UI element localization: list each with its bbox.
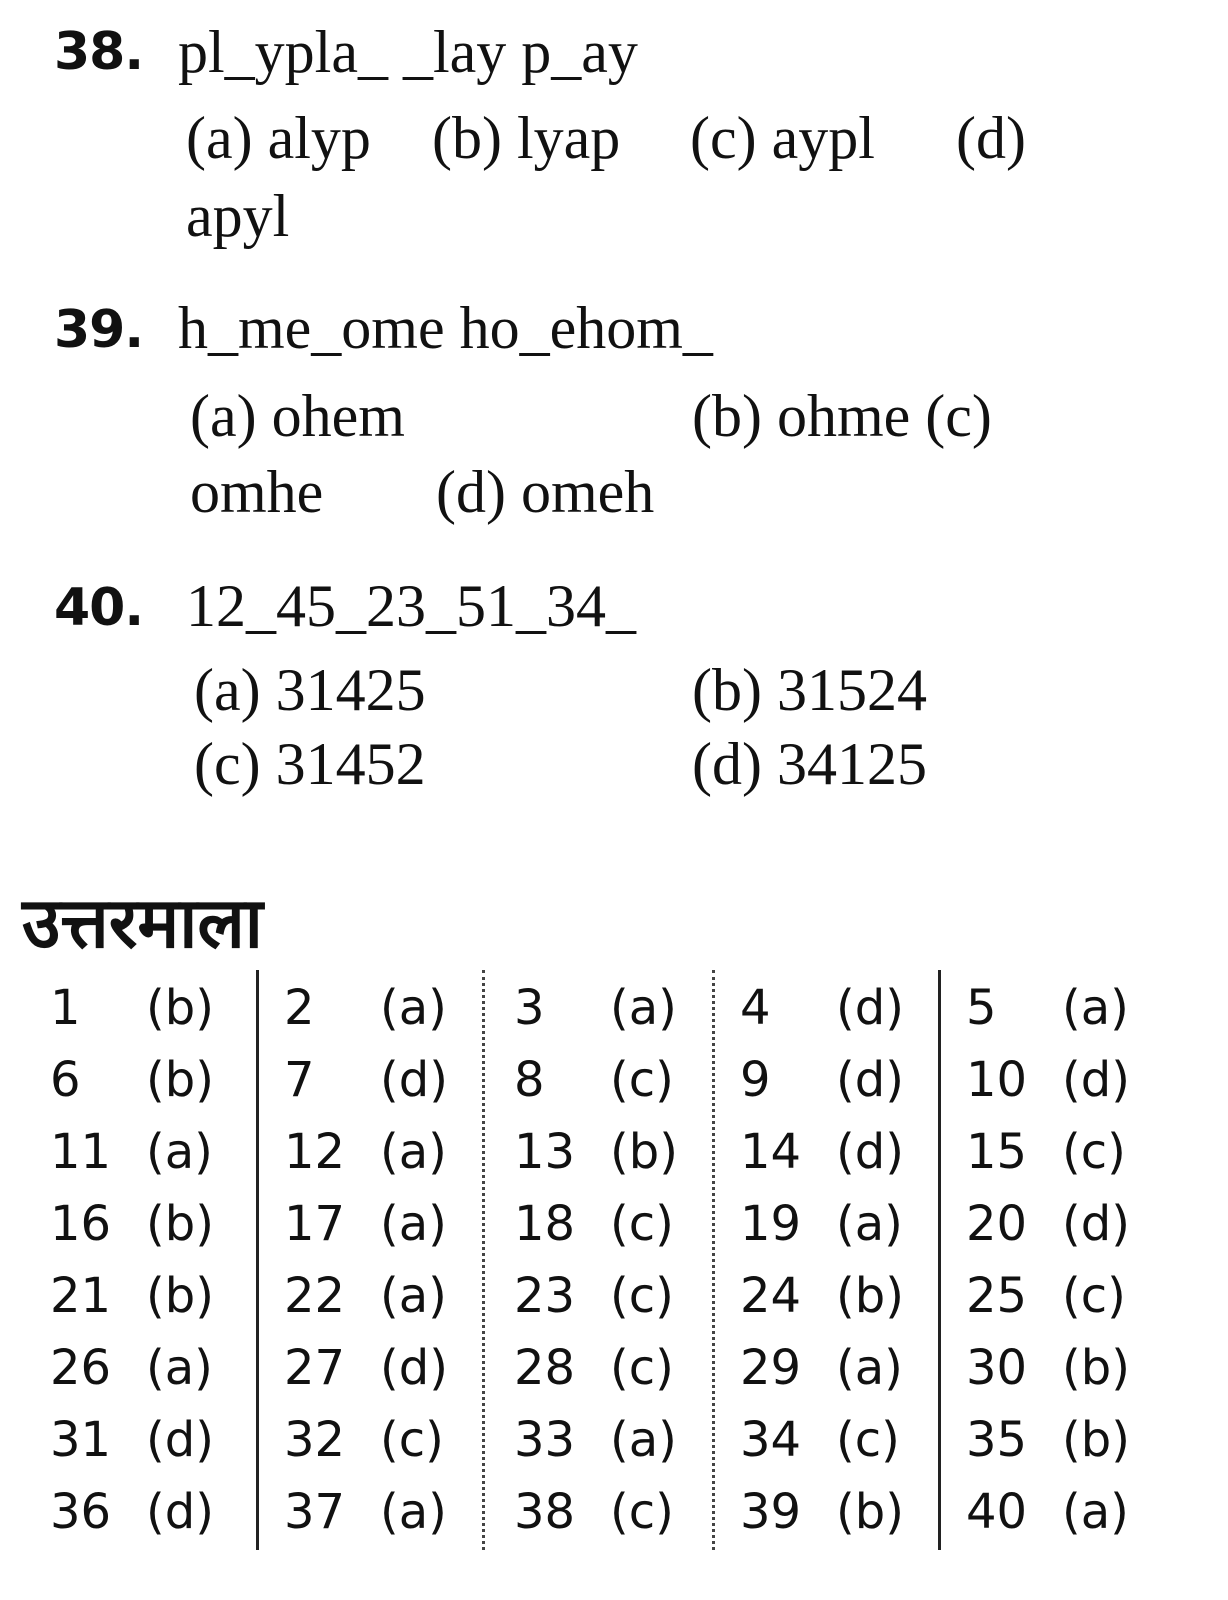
- answer-option: (a): [146, 1124, 213, 1180]
- column-divider: [256, 970, 259, 1550]
- question-text: pl_ypla_ _lay p_ay: [178, 19, 638, 85]
- answer-option: (a): [380, 1268, 447, 1324]
- answer-option: (b): [610, 1124, 678, 1180]
- answer-number: 33: [514, 1412, 576, 1468]
- answer-number: 35: [966, 1412, 1028, 1468]
- answer-number: 1: [50, 980, 81, 1036]
- answer-option: (a): [1062, 980, 1129, 1036]
- answer-option: (c): [1062, 1268, 1126, 1324]
- answer-option: (c): [610, 1484, 674, 1540]
- answer-option: (b): [146, 1268, 214, 1324]
- answer-number: 37: [284, 1484, 346, 1540]
- answer-option: (d): [1062, 1052, 1130, 1108]
- answer-option: (d): [836, 980, 904, 1036]
- answer-number: 31: [50, 1412, 112, 1468]
- answer-number: 39: [740, 1484, 802, 1540]
- answer-option: (a): [380, 1124, 447, 1180]
- question-number: 39.: [54, 300, 144, 360]
- option-d: (d) 34125: [692, 731, 927, 797]
- question-number: 38.: [54, 22, 144, 82]
- column-divider: [938, 970, 941, 1550]
- question-text: h_me_ome ho_ehom_: [178, 295, 713, 361]
- answer-number: 19: [740, 1196, 802, 1252]
- answer-number: 20: [966, 1196, 1028, 1252]
- answer-number: 11: [50, 1124, 112, 1180]
- answer-number: 24: [740, 1268, 802, 1324]
- answer-number: 2: [284, 980, 315, 1036]
- column-divider: [482, 970, 485, 1550]
- answer-option: (a): [1062, 1484, 1129, 1540]
- answer-option: (b): [836, 1484, 904, 1540]
- answer-option: (d): [836, 1052, 904, 1108]
- answer-number: 5: [966, 980, 997, 1036]
- answer-number: 27: [284, 1340, 346, 1396]
- answer-number: 8: [514, 1052, 545, 1108]
- option-a: (a) ohem: [190, 383, 405, 449]
- question-text: 12_45_23_51_34_: [186, 573, 636, 639]
- option-c: (c) aypl: [690, 105, 875, 171]
- option-b: (b) 31524: [692, 657, 927, 723]
- answer-option: (b): [146, 1196, 214, 1252]
- answer-number: 40: [966, 1484, 1028, 1540]
- answer-number: 3: [514, 980, 545, 1036]
- answer-option: (c): [610, 1268, 674, 1324]
- answer-option: (a): [146, 1340, 213, 1396]
- option-a: (a) alyp: [186, 105, 371, 171]
- option-c: (c) 31452: [194, 731, 426, 797]
- answer-number: 28: [514, 1340, 576, 1396]
- answer-option: (a): [836, 1196, 903, 1252]
- answer-number: 23: [514, 1268, 576, 1324]
- answer-number: 36: [50, 1484, 112, 1540]
- answer-number: 12: [284, 1124, 346, 1180]
- option-b: (b) ohme (c): [692, 383, 992, 449]
- answer-number: 32: [284, 1412, 346, 1468]
- option-a: (a) 31425: [194, 657, 426, 723]
- answer-number: 17: [284, 1196, 346, 1252]
- answer-number: 26: [50, 1340, 112, 1396]
- option-b: (b) lyap: [432, 105, 621, 171]
- answer-number: 10: [966, 1052, 1028, 1108]
- answer-option: (a): [380, 980, 447, 1036]
- answer-option: (b): [1062, 1412, 1130, 1468]
- answer-option: (d): [146, 1484, 214, 1540]
- answer-number: 7: [284, 1052, 315, 1108]
- answer-number: 16: [50, 1196, 112, 1252]
- answer-option: (d): [836, 1124, 904, 1180]
- column-divider: [712, 970, 715, 1550]
- answer-number: 14: [740, 1124, 802, 1180]
- answer-number: 9: [740, 1052, 771, 1108]
- answer-number: 29: [740, 1340, 802, 1396]
- answer-option: (d): [146, 1412, 214, 1468]
- option-d-value: apyl: [186, 183, 290, 249]
- answer-number: 13: [514, 1124, 576, 1180]
- answer-option: (a): [836, 1340, 903, 1396]
- answer-option: (a): [610, 980, 677, 1036]
- answer-number: 25: [966, 1268, 1028, 1324]
- option-c-value: omhe: [190, 459, 324, 525]
- answer-number: 15: [966, 1124, 1028, 1180]
- answer-option: (c): [610, 1196, 674, 1252]
- question-number: 40.: [54, 578, 144, 638]
- answer-option: (b): [146, 1052, 214, 1108]
- answer-number: 34: [740, 1412, 802, 1468]
- answer-number: 22: [284, 1268, 346, 1324]
- answer-number: 6: [50, 1052, 81, 1108]
- answer-option: (d): [1062, 1196, 1130, 1252]
- answer-option: (c): [380, 1412, 444, 1468]
- answer-option: (d): [380, 1340, 448, 1396]
- answer-option: (a): [610, 1412, 677, 1468]
- answer-number: 4: [740, 980, 771, 1036]
- answer-number: 21: [50, 1268, 112, 1324]
- answer-option: (d): [380, 1052, 448, 1108]
- answer-option: (c): [610, 1340, 674, 1396]
- answer-key-heading: उत्तरमाला: [22, 882, 263, 964]
- answer-option: (c): [610, 1052, 674, 1108]
- option-d: (d) omeh: [436, 459, 655, 525]
- answer-number: 18: [514, 1196, 576, 1252]
- answer-number: 38: [514, 1484, 576, 1540]
- answer-option: (b): [146, 980, 214, 1036]
- answer-option: (b): [1062, 1340, 1130, 1396]
- answer-option: (a): [380, 1484, 447, 1540]
- answer-number: 30: [966, 1340, 1028, 1396]
- answer-option: (a): [380, 1196, 447, 1252]
- answer-option: (b): [836, 1268, 904, 1324]
- answer-option: (c): [1062, 1124, 1126, 1180]
- answer-option: (c): [836, 1412, 900, 1468]
- option-d: (d): [956, 105, 1026, 171]
